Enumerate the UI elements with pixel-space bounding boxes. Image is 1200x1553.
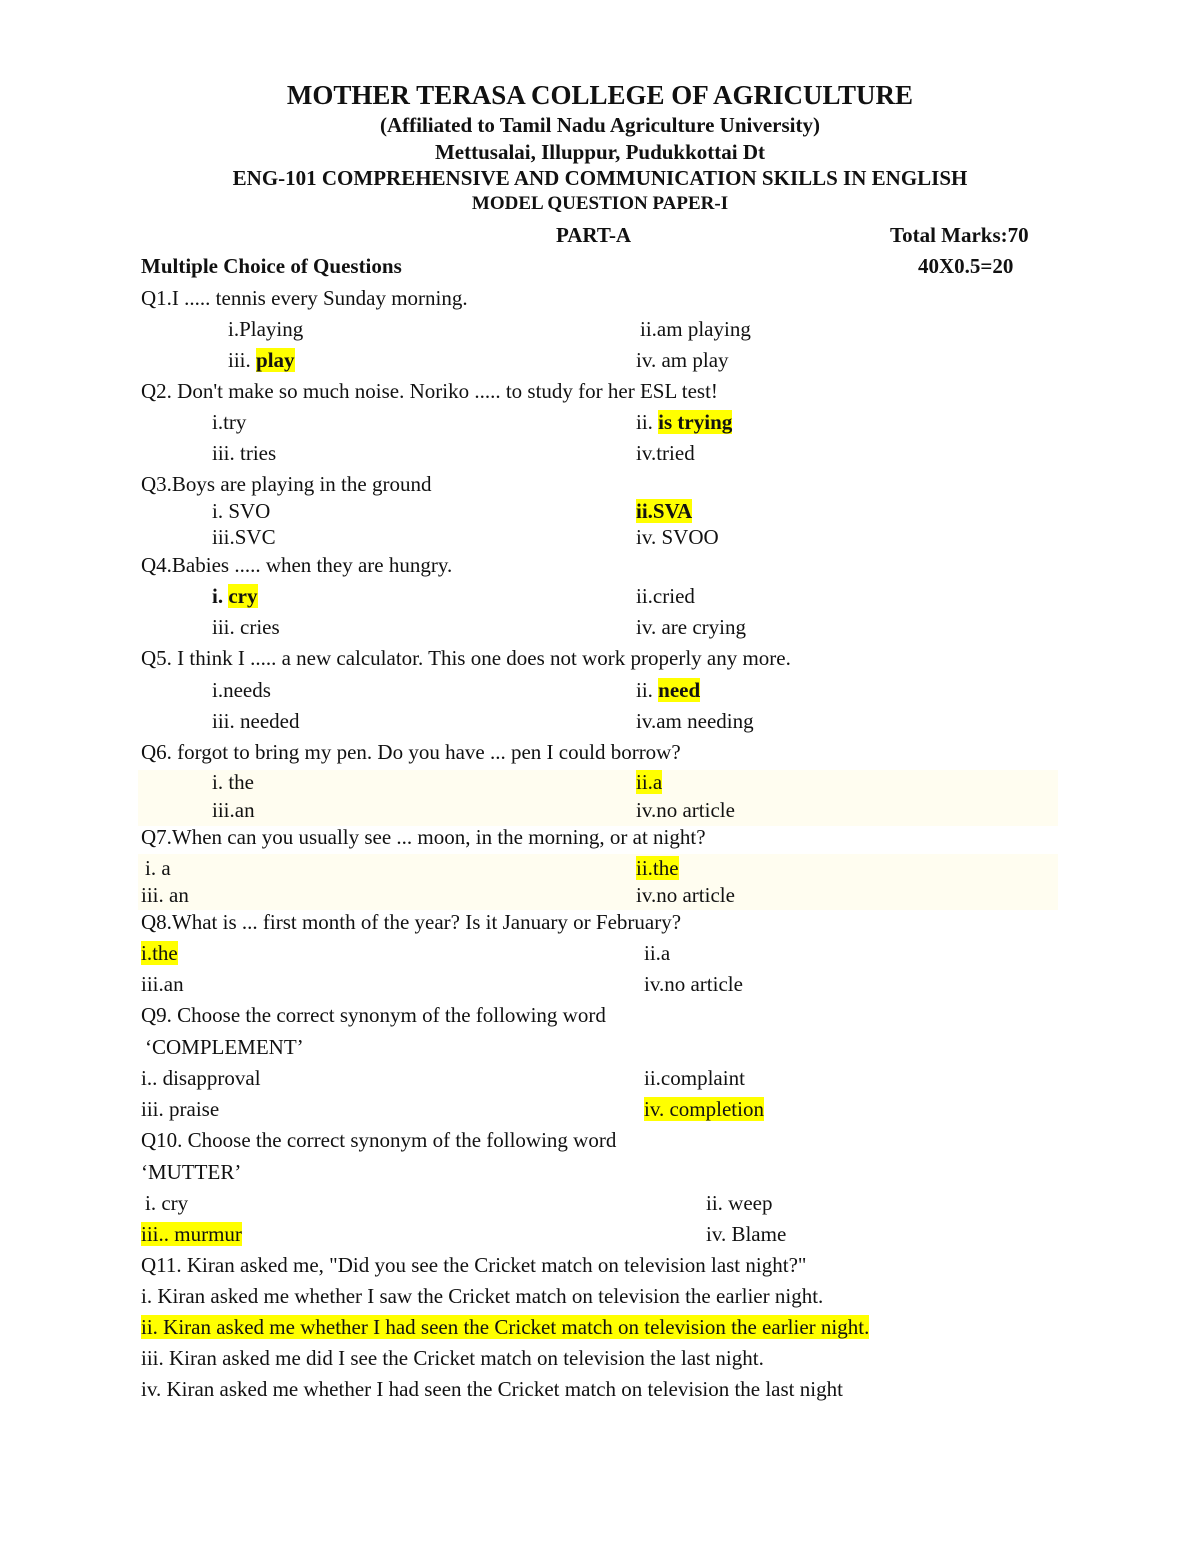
q3-option-a: i. SVO [212,499,271,523]
q8-option-c: iii.an [141,972,184,996]
q1-option-b: ii.am playing [640,317,751,341]
correct-answer: ii.a [636,770,663,794]
q3-option-c: iii.SVC [212,525,276,549]
q9-option-d [644,1096,764,1122]
question-10: Q10. Choose the correct synonym of the following word [141,1128,617,1152]
q10-option-d: iv. Blame [706,1222,787,1246]
q1-option-a: i.Playing [228,317,304,341]
correct-answer: cry [228,584,258,608]
q4-option-a: i. cry [212,584,258,608]
q11-option-c: iii. Kiran asked me did I see the Cricket match on television the last night. [141,1346,764,1370]
q9-option-b: ii.complaint [644,1066,745,1090]
correct-answer: ii. Kiran asked me whether I had seen the Cricket match on television the earlier night. [141,1315,870,1339]
q2-option-b: ii. is trying [636,410,733,434]
q8-option-d: iv.no article [644,972,743,996]
q11-option-d: iv. Kiran asked me whether I had seen the Cricket match on television the last night [141,1377,843,1401]
college-name: MOTHER TERASA COLLEGE OF AGRICULTURE [286,80,914,110]
part-label: PART-A [556,223,632,247]
correct-answer: play [256,348,295,372]
question-4: Q4.Babies ..... when they are hungry. [141,553,453,577]
q2-option-a: i.try [212,410,247,434]
q4-option-b: ii.cried [636,584,695,608]
question-7: Q7.When can you usually see ... moon, in the morning, or at night? [141,825,706,849]
q10-option-c [141,1221,242,1247]
course-title: ENG-101 COMPREHENSIVE AND COMMUNICATION SKILLS IN ENGLISH [232,166,968,190]
q9-option-c: iii. praise [141,1097,220,1121]
q8-option-b: ii.a [644,941,671,965]
highlight-band [138,854,1058,910]
q3-option-d: iv. SVOO [636,525,719,549]
q7-option-b [636,855,679,881]
q6-option-c: iii.an [212,798,255,822]
q7-option-c: iii. an [141,883,189,907]
section-title: Multiple Choice of Questions [141,254,402,278]
section-marks: 40X0.5=20 [918,254,1014,278]
q10-option-a: i. cry [145,1191,189,1215]
q5-option-d: iv.am needing [636,709,754,733]
question-5: Q5. I think I ..... a new calculator. This one does not work properly any more. [141,646,791,670]
q9-word: ‘COMPLEMENT’ [145,1035,304,1059]
correct-answer: iii.. murmur [141,1222,242,1246]
q11-option-a: i. Kiran asked me whether I saw the Cricket match on television the earlier night. [141,1284,824,1308]
correct-answer: need [658,678,701,702]
q5-option-a: i.needs [212,678,271,702]
q7-option-a: i. a [145,856,171,880]
question-8: Q8.What is ... first month of the year? Is it January or February? [141,910,682,934]
q2-option-d: iv.tried [636,441,695,465]
affiliation: (Affiliated to Tamil Nadu Agriculture University) [379,113,820,137]
correct-answer: ii.SVA [636,499,693,523]
location: Mettusalai, Illuppur, Pudukkottai Dt [434,140,766,164]
correct-answer: ii.the [636,856,679,880]
question-3: Q3.Boys are playing in the ground [141,472,432,496]
q6-option-b [636,769,662,795]
q4-option-c: iii. cries [212,615,280,639]
question-9: Q9. Choose the correct synonym of the following word [141,1003,606,1027]
q2-option-c: iii. tries [212,441,277,465]
q11-option-b [141,1314,869,1340]
q10-word: ‘MUTTER’ [141,1160,242,1184]
q6-option-d: iv.no article [636,798,735,822]
correct-answer: i.the [141,941,178,965]
correct-answer: iv. completion [644,1097,764,1121]
total-marks: Total Marks:70 [890,223,1029,247]
q5-option-c: iii. needed [212,709,300,733]
q1-option-c: iii. play [228,348,295,372]
q6-option-a: i. the [212,770,254,794]
q8-option-a [141,940,178,966]
paper-title: MODEL QUESTION PAPER-I [471,193,729,214]
question-11: Q11. Kiran asked me, "Did you see the Cricket match on television last night?" [141,1253,807,1277]
q4-option-d: iv. are crying [636,615,747,639]
correct-answer: is trying [658,410,733,434]
q1-option-d: iv. am play [636,348,729,372]
q5-option-b: ii. need [636,678,701,702]
highlight-band [138,770,1058,826]
q3-option-b [636,498,692,524]
q10-option-b: ii. weep [706,1191,773,1215]
q7-option-d: iv.no article [636,883,735,907]
question-6: Q6. forgot to bring my pen. Do you have ... pen I could borrow? [141,740,681,764]
question-2: Q2. Don't make so much noise. Noriko ..... to study for her ESL test! [141,379,718,403]
q9-option-a: i.. disapproval [141,1066,261,1090]
question-1: Q1.I ..... tennis every Sunday morning. [141,286,468,310]
